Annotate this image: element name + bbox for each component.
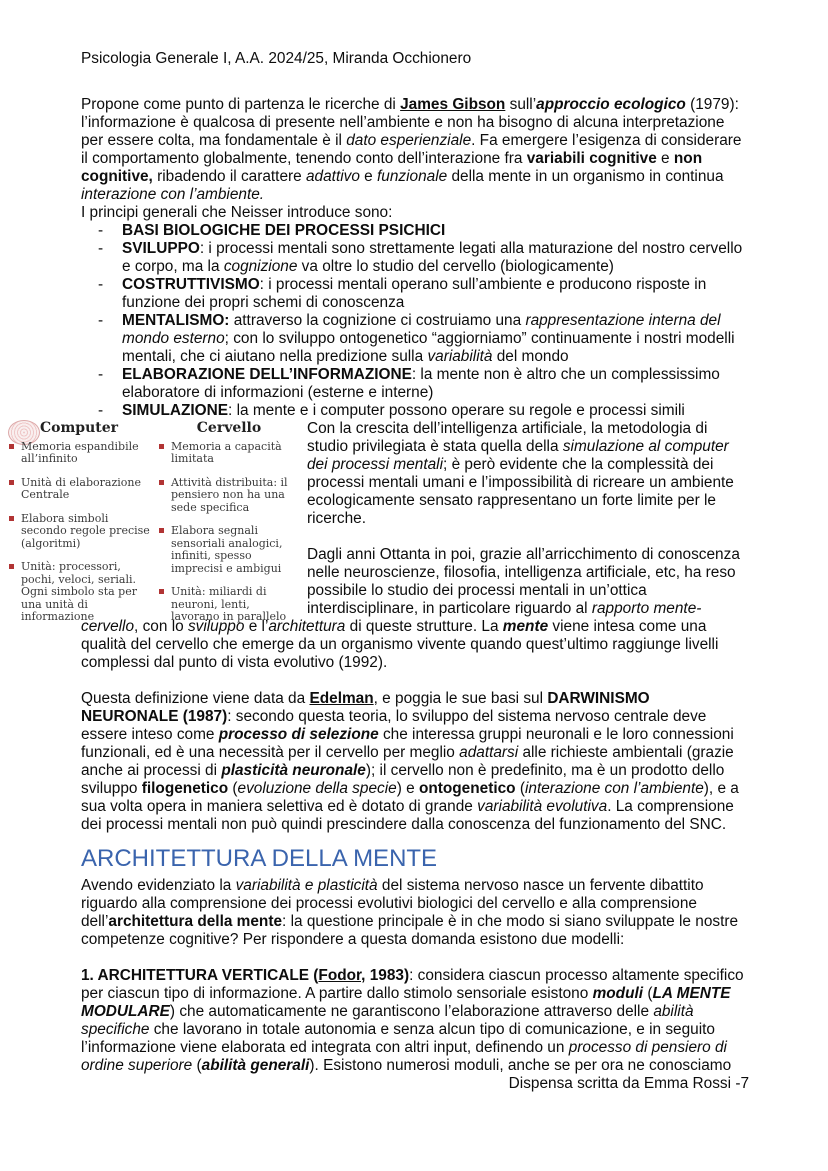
figure-item: Unità: processori, pochi, veloci, seriali. Ogni simbolo sta per una unità di informazione <box>8 561 150 624</box>
list-item <box>81 366 749 402</box>
dash-marker: - <box>98 276 104 293</box>
figure-column-title: Computer <box>39 420 118 436</box>
list-item <box>81 402 749 420</box>
figure-item: Elabora segnali sensoriali analogici, infiniti, spesso imprecisi e ambigui <box>158 525 300 575</box>
bullet-text: ELABORAZIONE DELL’INFORMAZIONE: la mente non è altro che un complessissimo elaboratore di informazioni (esterne e interne) <box>122 366 720 401</box>
bullet-text: MENTALISMO: attraverso la cognizione ci costruiamo una rappresentazione interna del mondo esterno; con lo sviluppo ontogenetico “aggiorniamo” continuamente i nostri modelli mentali, che ci aiutano nella predizione sulla variabilità del mondo <box>122 312 735 365</box>
figure-items <box>158 441 300 624</box>
computer-brain-comparison-figure <box>8 420 300 623</box>
section-heading-architettura: ARCHITETTURA DELLA MENTE <box>81 845 438 872</box>
bullet-text: SIMULAZIONE: la mente e i computer possono operare su regole e processi simili <box>122 402 685 419</box>
dash-marker: - <box>98 402 104 419</box>
paragraph-verticale: 1. ARCHITETTURA VERTICALE (Fodor, 1983): considera ciascun processo altamente specifico per ciascun tipo di informazione. A partire dallo stimolo sensoriale esistono moduli (LA MENTE MODULARE) che automaticamente ne garantiscono l’elaborazione attraverso delle abilità specifiche che lavorano in totale autonomia e senza alcun tipo di comunicazione, e in seguito l’informazione viene elaborata ed integrata con altri input, definendo un processo di pensiero di ordine superiore (abilità generali). Esistono numerosi moduli, anche se per ora ne conosciamo <box>81 967 744 1074</box>
figure-item: Unità: miliardi di neuroni, lenti, lavorano in parallelo <box>158 586 300 624</box>
paragraph-architettura: Avendo evidenziato la variabilità e plasticità del sistema nervoso nasce un fervente dibattito riguardo alla comprensione dei processi evolutivi biologici del cervello e alla comprensione dell’architettura della mente: la questione principale è in che modo si siano sviluppate le nostre competenze cognitive? Per rispondere a questa domanda esistono due modelli: <box>81 877 739 948</box>
figure-columns <box>8 422 300 635</box>
figure-column-title: Cervello <box>196 420 262 436</box>
page-header-course-line: Psicologia Generale I, A.A. 2024/25, Miranda Occhionero <box>81 50 472 67</box>
dash-marker: - <box>98 240 104 257</box>
neisser-principles-list <box>81 222 749 420</box>
list-item <box>81 222 749 240</box>
list-item <box>81 312 749 366</box>
figure-column-cervello <box>158 422 300 635</box>
figure-item: Memoria a capacità limitata <box>158 441 300 466</box>
list-item <box>81 240 749 276</box>
paragraph-gibson: Propone come punto di partenza le ricerche di James Gibson sull’approccio ecologico (1979): l’informazione è qualcosa di presente nell’ambiente e non ha bisogno di alcuna interpretazione per essere colta, ma fondamentale è il dato esperienziale. Fa emergere l’esigenza di considerare il comportamento globalmente, tenendo conto dell’interazione fra variabili cognitive e non cognitive, ribadendo il carattere adattivo e funzionale della mente in un organismo in continua interazione con l’ambiente. <box>81 96 742 203</box>
dash-marker: - <box>98 366 104 383</box>
figure-item: Elabora simboli secondo regole precise (algoritmi) <box>8 513 150 551</box>
page-footer: Dispensa scritta da Emma Rossi -7 <box>508 1075 749 1092</box>
neisser-intro-line: I principi generali che Neisser introduce sono: <box>81 204 393 221</box>
list-item <box>81 276 749 312</box>
paragraph-ai: Con la crescita dell’intelligenza artificiale, la metodologia di studio privilegiata è stata quella della simulazione al computer dei processi mentali; è però evidente che la complessità dei processi mentali umani e l’impossibilità di ricreare un ambiente ecologicamente sensato rappresentano un forte limite per le ricerche. <box>307 420 734 527</box>
bullet-text: BASI BIOLOGICHE DEI PROCESSI PSICHICI <box>122 222 446 239</box>
figure-item: Attività distribuita: il pensiero non ha una sede specifica <box>158 477 300 515</box>
figure-column-computer <box>8 422 150 635</box>
figure-items <box>8 441 150 624</box>
document-body <box>21 96 749 1093</box>
dash-marker: - <box>98 222 104 239</box>
paragraph-edelman: Questa definizione viene data da Edelman, e poggia le sue basi sul DARWINISMO NEURONALE (1987): secondo questa teoria, lo sviluppo del sistema nervoso centrale deve essere inteso come processo di selezione che interessa gruppi neuronali e le loro connessioni funzionali, ed è una necessità per il cervello per meglio adattarsi alle richieste ambientali (grazie anche ai processi di plasticità neuronale); il cervello non è predefinito, ma è un prodotto dello sviluppo filogenetico (evoluzione della specie) e ontogenetico (interazione con l’ambiente), e a sua volta opera in maniera selettiva ed è dotato di grande variabilità evolutiva. La comprensione dei processi mentali non può quindi prescindere dalla conoscenza del funzionamento del SNC. <box>81 690 739 833</box>
bullet-text: SVILUPPO: i processi mentali sono strettamente legati alla maturazione del nostro cervello e corpo, ma la cognizione va oltre lo studio del cervello (biologicamente) <box>122 240 743 275</box>
figure-item: Unità di elaborazione Centrale <box>8 477 150 502</box>
figure-item: Memoria espandibile all’infinito <box>8 441 150 466</box>
dash-marker: - <box>98 312 104 329</box>
wrap-section <box>21 420 749 672</box>
paragraph-ottanta: Dagli anni Ottanta in poi, grazie all’arricchimento di conoscenza nelle neuroscienze, filosofia, intelligenza artificiale, etc, ha reso possibile lo studio dei processi mentali in un’ottica interdisciplinare, in particolare riguardo al rapporto mente-cervello, con lo sviluppo e l’architettura di queste strutture. La mente viene intesa come una qualità del cervello che emerge da un organismo vivente quando quest’ultimo raggiunge livelli complessi dal punto di vista evolutivo (1992). <box>81 546 740 671</box>
bullet-text: COSTRUTTIVISMO: i processi mentali operano sull’ambiente e producono risposte in funzione dei propri schemi di conoscenza <box>122 276 707 311</box>
